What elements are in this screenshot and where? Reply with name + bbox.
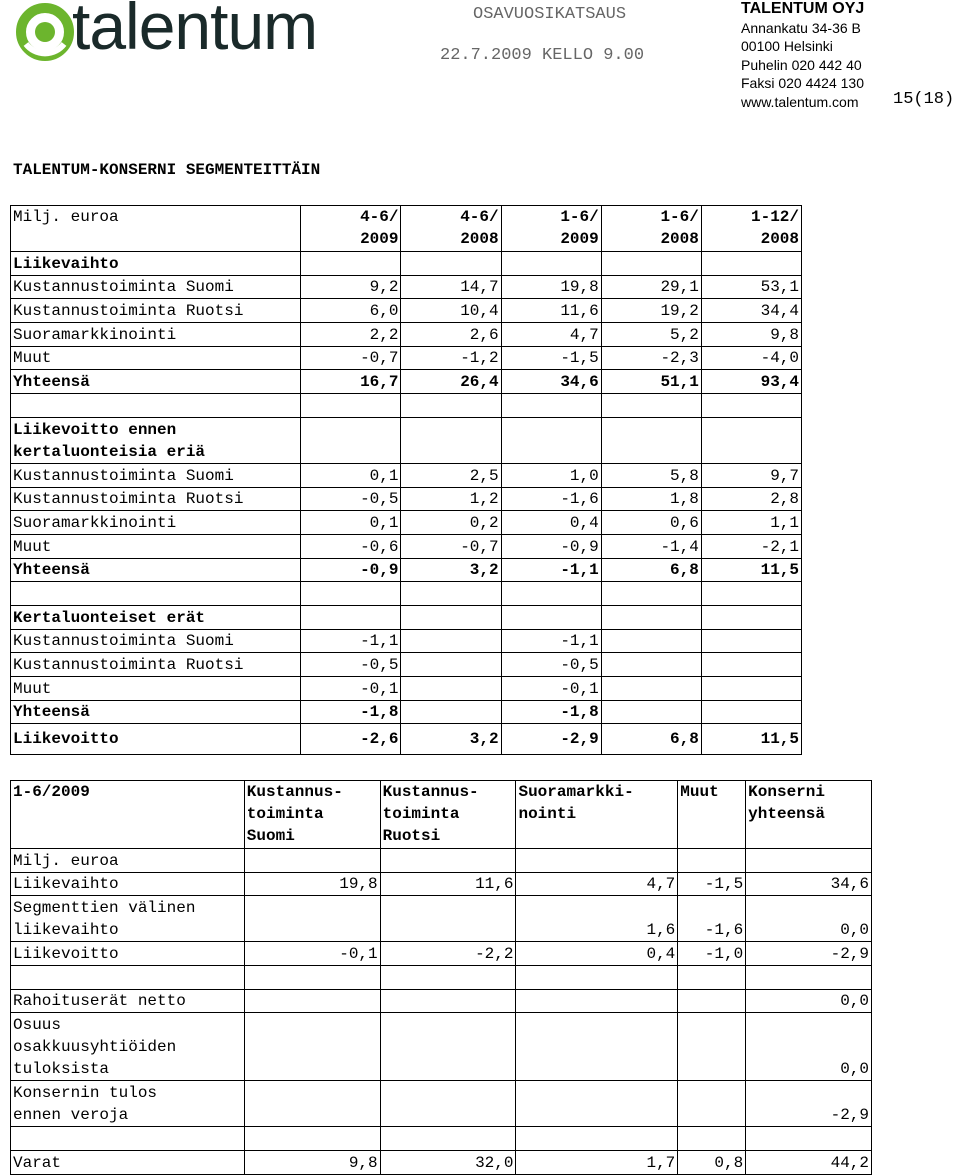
- table-cell: 3,2: [401, 724, 501, 755]
- phone-line: Puhelin 020 442 40: [741, 56, 862, 73]
- table-cell: 34,6: [746, 872, 872, 896]
- row-label: [11, 1081, 245, 1127]
- table-row: [11, 275, 802, 299]
- table-cell: [501, 417, 601, 463]
- table-cell: [701, 394, 801, 418]
- table-cell: 0,1: [301, 511, 401, 535]
- spacer-row: [11, 1127, 872, 1151]
- cell-text-line: osakkuusyhtiöiden: [13, 1038, 177, 1057]
- table-cell: [516, 1081, 678, 1127]
- table-row: [11, 605, 802, 629]
- column-header: [601, 206, 701, 252]
- segment-table: [10, 205, 802, 755]
- row-label: Kustannustoiminta Ruotsi: [11, 653, 301, 677]
- cell-text-line: Suomi: [246, 827, 295, 845]
- row-label: Liikevoitto: [11, 942, 245, 966]
- table-row: [11, 252, 802, 276]
- cell-text-line: Ruotsi: [382, 827, 441, 845]
- table-cell: [244, 849, 380, 873]
- table-row: [11, 896, 872, 942]
- table-cell: [678, 1013, 746, 1081]
- table-cell: [401, 629, 501, 653]
- table-cell: 6,0: [301, 299, 401, 323]
- company-name: TALENTUM OYJ: [741, 0, 865, 17]
- cell-text-line: 2008: [460, 230, 499, 248]
- cell-text-line: Suoramarkki-: [518, 783, 634, 801]
- table-cell: -2,9: [501, 724, 601, 755]
- table-cell: [401, 252, 501, 276]
- table-cell: -0,5: [301, 487, 401, 511]
- table-row: [11, 677, 802, 701]
- table-cell: [516, 849, 678, 873]
- table-cell: 26,4: [401, 370, 501, 394]
- postal-line: 00100 Helsinki: [741, 38, 833, 55]
- cell-text-line: Konsernin tulos: [13, 1084, 158, 1103]
- table-cell: [301, 394, 401, 418]
- table-cell: [701, 252, 801, 276]
- table-cell: [701, 700, 801, 724]
- table-cell: 4,7: [501, 323, 601, 347]
- table-cell: 0,0: [746, 896, 872, 942]
- column-header: [244, 781, 380, 849]
- row-label: Yhteensä: [11, 558, 301, 582]
- row-label: Kustannustoiminta Ruotsi: [11, 299, 301, 323]
- row-label: Rahoituserät netto: [11, 989, 245, 1013]
- table-cell: 11,6: [501, 299, 601, 323]
- row-label: Suoramarkkinointi: [11, 323, 301, 347]
- row-label: Varat: [11, 1151, 245, 1175]
- table-cell: [701, 629, 801, 653]
- table-cell: [380, 1081, 516, 1127]
- table-cell: 1,0: [501, 463, 601, 487]
- table-cell: [11, 582, 301, 606]
- table-cell: -0,1: [301, 677, 401, 701]
- table-cell: [380, 1127, 516, 1151]
- period-label: 1-6/2009: [11, 781, 245, 849]
- cell-text-line: toiminta: [246, 805, 324, 823]
- segment-breakdown-table: [10, 780, 872, 1175]
- table-row: [11, 629, 802, 653]
- row-label: Muut: [11, 346, 301, 370]
- table-cell: 6,8: [601, 558, 701, 582]
- group-title: Liikevaihto: [11, 252, 301, 276]
- table-cell: [401, 700, 501, 724]
- table-row: [11, 511, 802, 535]
- unit-label: Milj. euroa: [11, 849, 245, 873]
- table-cell: -0,9: [501, 534, 601, 558]
- company-info: [741, 0, 864, 112]
- table-row: [11, 1013, 872, 1081]
- table-cell: 0,8: [678, 1151, 746, 1175]
- table-cell: [244, 1081, 380, 1127]
- table-cell: 9,8: [244, 1151, 380, 1175]
- column-header: [401, 206, 501, 252]
- table-cell: 2,2: [301, 323, 401, 347]
- table-cell: -4,0: [701, 346, 801, 370]
- table-cell: [601, 417, 701, 463]
- table-cell: [380, 896, 516, 942]
- table-cell: [301, 417, 401, 463]
- column-header: [746, 781, 872, 849]
- column-header: [701, 206, 801, 252]
- table-cell: -1,1: [501, 558, 601, 582]
- table-cell: 19,8: [501, 275, 601, 299]
- table-cell: [380, 966, 516, 990]
- table-cell: 0,6: [601, 511, 701, 535]
- table-cell: [301, 605, 401, 629]
- table-cell: [244, 966, 380, 990]
- ebit-row: [11, 724, 802, 755]
- table-cell: 11,5: [701, 558, 801, 582]
- table-cell: -1,4: [601, 534, 701, 558]
- web-link[interactable]: www.talentum.com: [741, 93, 859, 110]
- table-cell: [301, 252, 401, 276]
- table-cell: [501, 394, 601, 418]
- table-cell: [501, 252, 601, 276]
- group-title: Kertaluonteiset erät: [11, 605, 301, 629]
- table-cell: -1,6: [678, 896, 746, 942]
- table-cell: 0,4: [501, 511, 601, 535]
- table-cell: 5,2: [601, 323, 701, 347]
- table-cell: 0,2: [401, 511, 501, 535]
- column-header: Muut: [678, 781, 746, 849]
- table-cell: [678, 1081, 746, 1127]
- table-cell: 3,2: [401, 558, 501, 582]
- table-cell: 19,2: [601, 299, 701, 323]
- table-cell: 32,0: [380, 1151, 516, 1175]
- table-cell: [701, 677, 801, 701]
- table-cell: 2,5: [401, 463, 501, 487]
- column-header: [301, 206, 401, 252]
- table-cell: -0,1: [501, 677, 601, 701]
- table-cell: 93,4: [701, 370, 801, 394]
- table-cell: 29,1: [601, 275, 701, 299]
- table-row: [11, 299, 802, 323]
- table-cell: -1,5: [678, 872, 746, 896]
- table-cell: [380, 849, 516, 873]
- table-cell: [401, 605, 501, 629]
- table-cell: 9,8: [701, 323, 801, 347]
- table-cell: -1,1: [301, 629, 401, 653]
- row-label: [11, 1013, 245, 1081]
- table-cell: [11, 1127, 245, 1151]
- table-cell: [701, 605, 801, 629]
- row-label: Kustannustoiminta Suomi: [11, 629, 301, 653]
- table-cell: [516, 1013, 678, 1081]
- table-row: [11, 1151, 872, 1175]
- table-cell: [601, 629, 701, 653]
- table-cell: -1,8: [301, 700, 401, 724]
- table-cell: [678, 1127, 746, 1151]
- table-cell: [678, 966, 746, 990]
- table-cell: [746, 966, 872, 990]
- table-cell: [501, 605, 601, 629]
- cell-text-line: Kustannus-: [246, 783, 343, 801]
- total-row: [11, 700, 802, 724]
- table-cell: 9,2: [301, 275, 401, 299]
- table-cell: 14,7: [401, 275, 501, 299]
- table-cell: [516, 989, 678, 1013]
- cell-text-line: kertaluonteisia eriä: [13, 442, 206, 461]
- row-label: Muut: [11, 677, 301, 701]
- table-cell: 0,4: [516, 942, 678, 966]
- table-cell: 0,1: [301, 463, 401, 487]
- column-header: [516, 781, 678, 849]
- table-row: [11, 463, 802, 487]
- spacer-row: [11, 966, 872, 990]
- table-cell: 2,6: [401, 323, 501, 347]
- table-cell: 4,7: [516, 872, 678, 896]
- cell-text-line: 2008: [760, 230, 799, 248]
- table-row: [11, 653, 802, 677]
- table-cell: [601, 394, 701, 418]
- table-cell: 2,8: [701, 487, 801, 511]
- table-cell: 0,0: [746, 989, 872, 1013]
- table-cell: [11, 966, 245, 990]
- table-cell: [244, 896, 380, 942]
- table-cell: -0,9: [301, 558, 401, 582]
- table-cell: [244, 1127, 380, 1151]
- table-cell: [501, 582, 601, 606]
- cell-text-line: 2009: [560, 230, 599, 248]
- table-cell: 10,4: [401, 299, 501, 323]
- table-cell: -2,3: [601, 346, 701, 370]
- table-cell: 1,7: [516, 1151, 678, 1175]
- table-row: [11, 417, 802, 463]
- table-cell: [244, 989, 380, 1013]
- total-row: [11, 558, 802, 582]
- table-cell: -1,2: [401, 346, 501, 370]
- row-label: Liikevoitto: [11, 724, 301, 755]
- table-cell: 1,2: [401, 487, 501, 511]
- table-cell: -0,5: [301, 653, 401, 677]
- row-label: Yhteensä: [11, 700, 301, 724]
- cell-text-line: 1-12/: [750, 208, 799, 226]
- row-label: Yhteensä: [11, 370, 301, 394]
- table-cell: -2,9: [746, 1081, 872, 1127]
- table-cell: [244, 1013, 380, 1081]
- table-cell: [11, 394, 301, 418]
- report-type: OSAVUOSIKATSAUS: [473, 5, 627, 24]
- table-cell: 1,6: [516, 896, 678, 942]
- table-cell: [301, 582, 401, 606]
- group-title: [11, 417, 301, 463]
- unit-label: Milj. euroa: [11, 206, 301, 252]
- cell-text-line: Liikevoitto ennen: [13, 420, 177, 439]
- table-cell: [401, 417, 501, 463]
- table-cell: [401, 677, 501, 701]
- table-cell: [601, 677, 701, 701]
- column-header: [380, 781, 516, 849]
- table-row: [11, 942, 872, 966]
- table-cell: 16,7: [301, 370, 401, 394]
- table-cell: -1,8: [501, 700, 601, 724]
- table-cell: 51,1: [601, 370, 701, 394]
- row-label: Kustannustoiminta Suomi: [11, 275, 301, 299]
- cell-text-line: tuloksista: [13, 1060, 110, 1079]
- cell-text-line: 2009: [360, 230, 399, 248]
- table-cell: 1,1: [701, 511, 801, 535]
- table-cell: [380, 989, 516, 1013]
- table-cell: -0,5: [501, 653, 601, 677]
- table-cell: 44,2: [746, 1151, 872, 1175]
- table-cell: [678, 989, 746, 1013]
- address-line: Annankatu 34-36 B: [741, 19, 861, 36]
- table-cell: -2,9: [746, 942, 872, 966]
- table-cell: 5,8: [601, 463, 701, 487]
- table-cell: [601, 582, 701, 606]
- table-cell: [380, 1013, 516, 1081]
- table-cell: 11,5: [701, 724, 801, 755]
- table-cell: 34,4: [701, 299, 801, 323]
- table-cell: -0,7: [301, 346, 401, 370]
- table-cell: -1,6: [501, 487, 601, 511]
- cell-text-line: Konserni: [748, 783, 825, 801]
- table-cell: -0,6: [301, 534, 401, 558]
- table-row: [11, 346, 802, 370]
- cell-text-line: liikevaihto: [13, 921, 119, 940]
- cell-text-line: yhteensä: [748, 805, 825, 823]
- row-label: Muut: [11, 534, 301, 558]
- table-cell: -2,1: [701, 534, 801, 558]
- table-cell: 1,8: [601, 487, 701, 511]
- cell-text-line: 2008: [660, 230, 699, 248]
- table-cell: -0,7: [401, 534, 501, 558]
- table-cell: -1,1: [501, 629, 601, 653]
- spacer-row: [11, 582, 802, 606]
- cell-text-line: ennen veroja: [13, 1106, 129, 1125]
- row-label: [11, 896, 245, 942]
- row-label: Liikevaihto: [11, 872, 245, 896]
- row-label: Kustannustoiminta Suomi: [11, 463, 301, 487]
- table-cell: [746, 849, 872, 873]
- table-cell: [601, 700, 701, 724]
- table-cell: -1,5: [501, 346, 601, 370]
- table-cell: [601, 653, 701, 677]
- table-cell: -2,2: [380, 942, 516, 966]
- report-date: 22.7.2009 KELLO 9.00: [440, 46, 645, 65]
- total-row: [11, 370, 802, 394]
- table-cell: 53,1: [701, 275, 801, 299]
- table-header-row: [11, 206, 802, 252]
- cell-text-line: nointi: [518, 805, 577, 823]
- row-label: Kustannustoiminta Ruotsi: [11, 487, 301, 511]
- table-cell: [401, 394, 501, 418]
- table-cell: -2,6: [301, 724, 401, 755]
- table-cell: 9,7: [701, 463, 801, 487]
- logo-wordmark: talentum: [72, 0, 318, 63]
- table-row: [11, 534, 802, 558]
- table-cell: [516, 966, 678, 990]
- table-row: [11, 989, 872, 1013]
- table-cell: 6,8: [601, 724, 701, 755]
- cell-text-line: 1-6/: [560, 208, 599, 226]
- table-cell: [678, 849, 746, 873]
- cell-text-line: 1-6/: [660, 208, 699, 226]
- table-cell: [401, 653, 501, 677]
- table-cell: 34,6: [501, 370, 601, 394]
- table-row: [11, 487, 802, 511]
- cell-text-line: 4-6/: [360, 208, 399, 226]
- table-cell: -1,0: [678, 942, 746, 966]
- table-cell: [601, 252, 701, 276]
- column-header: [501, 206, 601, 252]
- table-cell: -0,1: [244, 942, 380, 966]
- table-row: [11, 1081, 872, 1127]
- table-cell: 11,6: [380, 872, 516, 896]
- table-cell: [601, 605, 701, 629]
- table-cell: [516, 1127, 678, 1151]
- cell-text-line: Kustannus-: [382, 783, 479, 801]
- table-cell: 19,8: [244, 872, 380, 896]
- cell-text-line: Segmenttien välinen: [13, 899, 196, 918]
- table-cell: [701, 582, 801, 606]
- table-row: [11, 323, 802, 347]
- page-number: 15(18): [893, 90, 955, 109]
- fax-line: Faksi 020 4424 130: [741, 75, 864, 92]
- table-cell: 0,0: [746, 1013, 872, 1081]
- spacer-row: [11, 394, 802, 418]
- table-cell: [701, 417, 801, 463]
- table-cell: [701, 653, 801, 677]
- table-cell: [401, 582, 501, 606]
- cell-text-line: Osuus: [13, 1016, 62, 1035]
- table-row: [11, 849, 872, 873]
- cell-text-line: 4-6/: [460, 208, 499, 226]
- cell-text-line: toiminta: [382, 805, 460, 823]
- table-cell: [746, 1127, 872, 1151]
- table-header-row: [11, 781, 872, 849]
- section-title: TALENTUM-KONSERNI SEGMENTEITTÄIN: [13, 161, 321, 179]
- row-label: Suoramarkkinointi: [11, 511, 301, 535]
- table-row: [11, 872, 872, 896]
